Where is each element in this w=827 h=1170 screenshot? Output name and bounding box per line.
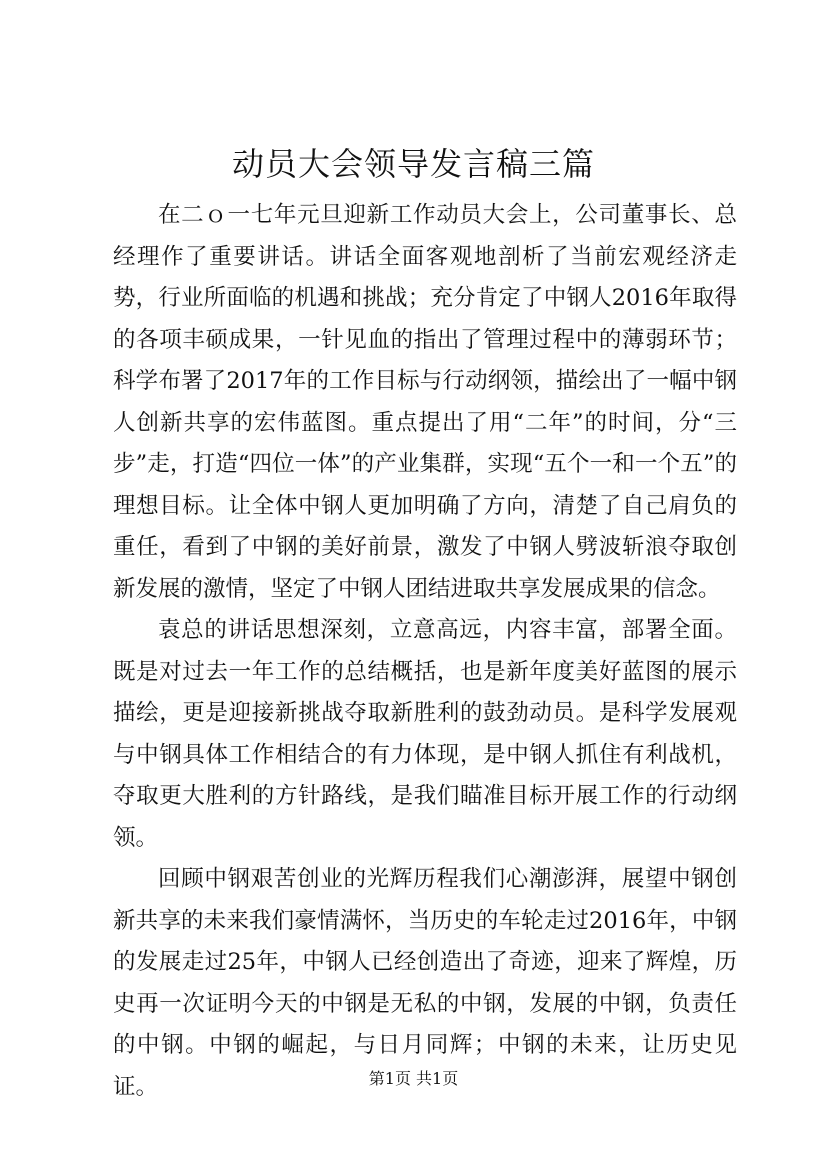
page-footer: 第1页 共1页 <box>368 1069 459 1088</box>
paragraph-2: 袁总的讲话思想深刻，立意高远，内容丰富，部署全面。既是对过去一年工作的总结概括，也是新年度美好蓝图的展示描绘，更是迎接新挑战夺取新胜利的鼓劲动员。是科学发展观与中钢具体工作相结合的有力体现，是中钢人抓住有利战机，夺取更大胜利的方针路线，是我们瞄准目标开展工作的行动纲领。 <box>113 617 737 851</box>
document-title: 动员大会领导发言稿三篇 <box>231 145 595 183</box>
paragraph-3: 回顾中钢艰苦创业的光辉历程我们心潮澎湃，展望中钢创新共享的未来我们豪情满怀，当历史的车轮走过2016年，中钢的发展走过25年，中钢人已经创造出了奇迹，迎来了辉煌，历史再一次证明今天的中钢是无私的中钢，发展的中钢，负责任的中钢。中钢的崛起，与日月同辉；中钢的未来，让历史见证。 <box>113 866 737 1100</box>
document-body <box>113 195 737 1108</box>
paragraph-1: 在二ｏ一七年元旦迎新工作动员大会上，公司董事长、总经理作了重要讲话。讲话全面客观地剖析了当前宏观经济走势，行业所面临的机遇和挑战；充分肯定了中钢人2016年取得的各项丰硕成果，一针见血的指出了管理过程中的薄弱环节；科学布署了2017年的工作目标与行动纲领，描绘出了一幅中钢人创新共享的宏伟蓝图。重点提出了用“二年”的时间，分“三步”走，打造“四位一体”的产业集群，实现“五个一和一个五”的理想目标。让全体中钢人更加明确了方向，清楚了自己肩负的重任，看到了中钢的美好前景，激发了中钢人劈波斩浪夺取创新发展的激情，坚定了中钢人团结进取共享发展成果的信念。 <box>113 202 737 602</box>
